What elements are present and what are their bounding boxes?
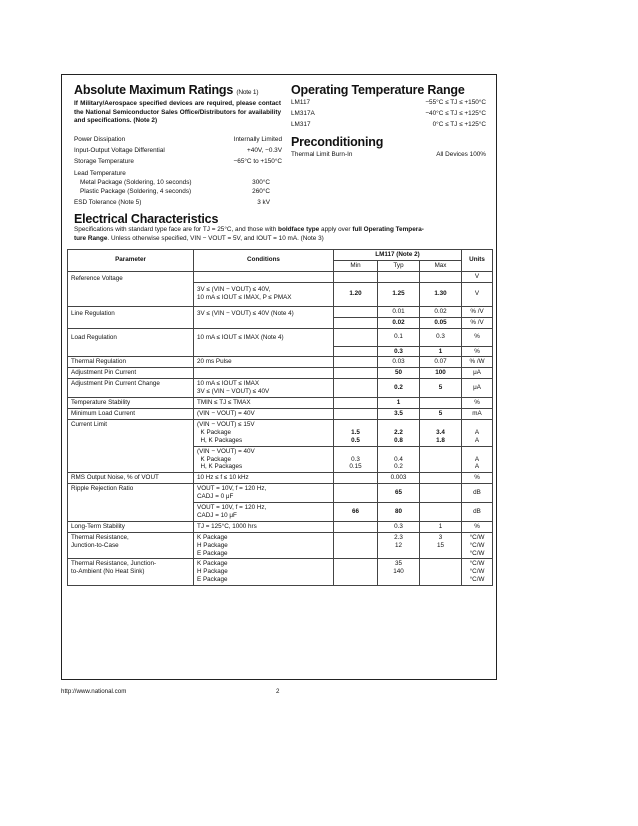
thermal-max: 0.07	[420, 357, 462, 368]
param-current-limit: Current Limit	[68, 419, 194, 472]
param-rms-noise: RMS Output Noise, % of VOUT	[68, 473, 194, 484]
lead-label: Lead Temperature	[74, 170, 126, 177]
cl1-max: 3.4 1.8	[420, 419, 462, 446]
thc-packages: K Package H Package E Package	[194, 532, 334, 559]
load-max-1: 0.3	[420, 328, 462, 346]
power-value: Internally Limited	[233, 136, 282, 143]
param-thermal-ambient: Thermal Resistance, Junction- to-Ambient (No Heat Sink)	[68, 559, 194, 586]
op-temp-range: −55°C ≤ TJ ≤ +150°C	[425, 99, 486, 106]
table-row	[68, 473, 493, 484]
cl2-unit: A A	[462, 446, 493, 473]
rv-unit-1: V	[462, 271, 493, 282]
line-max-1: 0.02	[420, 306, 462, 317]
load-conditions: 10 mA ≤ IOUT ≤ IMAX (Note 4)	[194, 328, 334, 357]
param-thermal-regulation: Thermal Regulation	[68, 357, 194, 368]
header-group: LM117 (Note 2)	[334, 250, 462, 261]
military-warning: If Military/Aerospace specified devices are required, please contact the National Semiconductor Sales Office/Distributors for availability and specifications. (Note 2)	[74, 100, 281, 125]
min-load-conditions: (VIN − VOUT) = 40V	[194, 408, 334, 419]
header-max: Max	[420, 260, 462, 271]
rip-conditions-1: VOUT = 10V, f = 120 Hz, CADJ = 0 μF	[194, 484, 334, 503]
param-ripple-rejection: Ripple Rejection Ratio	[68, 484, 194, 522]
storage-value: −65°C to +150°C	[233, 158, 282, 165]
elec-heading: Electrical Characteristics	[74, 212, 219, 226]
esd-label: ESD Tolerance (Note 5)	[74, 199, 142, 206]
rms-typ: 0.003	[378, 473, 420, 484]
op-temp-part: LM117	[291, 99, 311, 106]
footer-url[interactable]: http://www.national.com	[61, 688, 127, 695]
rms-conditions: 10 Hz ≤ f ≤ 10 kHz	[194, 473, 334, 484]
table-row	[68, 408, 493, 419]
rip-typ-1: 65	[378, 484, 420, 503]
header-min: Min	[334, 260, 378, 271]
rms-unit: %	[462, 473, 493, 484]
thermal-typ: 0.03	[378, 357, 420, 368]
load-typ-1: 0.1	[378, 328, 420, 346]
line-typ-2: 0.02	[378, 317, 420, 328]
min-load-unit: mA	[462, 408, 493, 419]
table-row	[68, 532, 493, 559]
elec-description: Specifications with standard type face are for TJ = 25°C, and those with boldface type apply over full Operating Tempera- ture Range. Unless otherwise specified, VIN − VOUT = 5V, and IOUT = 10 mA. (Note 3)	[74, 226, 424, 242]
table-row	[68, 357, 493, 368]
temp-conditions: TMIN ≤ TJ ≤ TMAX	[194, 398, 334, 409]
tha-unit: °C/W °C/W °C/W	[462, 559, 493, 586]
table-row	[68, 398, 493, 409]
table-row	[68, 484, 493, 503]
rv-typ: 1.25	[378, 282, 420, 306]
op-temp-heading: Operating Temperature Range	[291, 83, 465, 97]
table-row	[68, 368, 493, 379]
electrical-characteristics-table	[67, 249, 493, 586]
rip-unit-1: dB	[462, 484, 493, 503]
temp-unit: %	[462, 398, 493, 409]
thc-typ: 2.3 12	[378, 532, 420, 559]
header-parameter: Parameter	[68, 250, 194, 272]
line-max-2: 0.05	[420, 317, 462, 328]
rip-unit-2: dB	[462, 503, 493, 522]
esd-value: 3 kV	[257, 199, 270, 206]
rv-unit: V	[462, 282, 493, 306]
header-typ: Typ	[378, 260, 420, 271]
plastic-label: Plastic Package (Soldering, 4 seconds)	[80, 188, 192, 195]
load-max-2: 1	[420, 346, 462, 357]
precond-value: All Devices 100%	[436, 151, 486, 158]
line-typ-1: 0.01	[378, 306, 420, 317]
op-temp-part: LM317A	[291, 110, 315, 117]
min-load-max: 5	[420, 408, 462, 419]
header-conditions: Conditions	[194, 250, 334, 272]
cl1-unit: A A	[462, 419, 493, 446]
op-temp-part: LM317	[291, 121, 311, 128]
table-row	[68, 521, 493, 532]
min-load-typ: 3.5	[378, 408, 420, 419]
table-row	[68, 271, 493, 282]
param-adj-current: Adjustment Pin Current	[68, 368, 194, 379]
param-adj-change: Adjustment Pin Current Change	[68, 379, 194, 398]
abs-max-heading: Absolute Maximum Ratings (Note 1)	[74, 83, 259, 97]
power-label: Power Dissipation	[74, 136, 126, 143]
lt-max: 1	[420, 521, 462, 532]
cl2-typ: 0.4 0.2	[378, 446, 420, 473]
adj-unit: μA	[462, 368, 493, 379]
cl1-typ: 2.2 0.8	[378, 419, 420, 446]
rv-max: 1.30	[420, 282, 462, 306]
precond-label: Thermal Limit Burn-In	[291, 151, 353, 158]
param-reference-voltage: Reference Voltage	[68, 271, 194, 306]
metal-label: Metal Package (Soldering, 10 seconds)	[80, 179, 192, 186]
table-row	[68, 328, 493, 346]
cl-conditions-1: (VIN − VOUT) ≤ 15V K Package H, K Packages	[194, 419, 334, 446]
rip-typ-2: 80	[378, 503, 420, 522]
cl2-min: 0.3 0.15	[334, 446, 378, 473]
load-unit-2: %	[462, 346, 493, 357]
load-typ-2: 0.3	[378, 346, 420, 357]
iov-value: +40V, −0.3V	[247, 147, 282, 154]
thermal-unit: % /W	[462, 357, 493, 368]
table-row	[68, 559, 493, 586]
rip-min-2: 66	[334, 503, 378, 522]
line-unit-1: % /V	[462, 306, 493, 317]
op-temp-range: 0°C ≤ TJ ≤ +125°C	[432, 121, 486, 128]
table-row	[68, 419, 493, 446]
lt-conditions: TJ = 125°C, 1000 hrs	[194, 521, 334, 532]
rv-conditions: 3V ≤ (VIN − VOUT) ≤ 40V, 10 mA ≤ IOUT ≤ IMAX, P ≤ PMAX	[194, 282, 334, 306]
adj-max: 100	[420, 368, 462, 379]
precond-heading: Preconditioning	[291, 135, 384, 149]
lt-unit: %	[462, 521, 493, 532]
table-header-row	[68, 250, 493, 261]
param-long-term: Long-Term Stability	[68, 521, 194, 532]
tha-packages: K Package H Package E Package	[194, 559, 334, 586]
param-load-regulation: Load Regulation	[68, 328, 194, 357]
param-temp-stability: Temperature Stability	[68, 398, 194, 409]
adj-typ: 50	[378, 368, 420, 379]
line-unit-2: % /V	[462, 317, 493, 328]
rip-conditions-2: VOUT = 10V, f = 120 Hz, CADJ = 10 μF	[194, 503, 334, 522]
tha-typ: 35 140	[378, 559, 420, 586]
lt-typ: 0.3	[378, 521, 420, 532]
param-line-regulation: Line Regulation	[68, 306, 194, 328]
thc-max: 3 15	[420, 532, 462, 559]
thermal-conditions: 20 ms Pulse	[194, 357, 334, 368]
footer-page-number: 2	[276, 688, 280, 695]
cl1-min: 1.5 0.5	[334, 419, 378, 446]
adjc-max: 5	[420, 379, 462, 398]
metal-value: 300°C	[252, 179, 270, 186]
param-thermal-case: Thermal Resistance, Junction-to-Case	[68, 532, 194, 559]
adjc-conditions: 10 mA ≤ IOUT ≤ IMAX 3V ≤ (VIN − VOUT) ≤ 40V	[194, 379, 334, 398]
header-units: Units	[462, 250, 493, 272]
iov-label: Input-Output Voltage Differential	[74, 147, 165, 154]
adjc-unit: μA	[462, 379, 493, 398]
op-temp-range: −40°C ≤ TJ ≤ +125°C	[425, 110, 486, 117]
temp-typ: 1	[378, 398, 420, 409]
table-row	[68, 379, 493, 398]
table-row	[68, 306, 493, 317]
plastic-value: 260°C	[252, 188, 270, 195]
adjc-typ: 0.2	[378, 379, 420, 398]
line-conditions: 3V ≤ (VIN − VOUT) ≤ 40V (Note 4)	[194, 306, 334, 328]
thc-unit: °C/W °C/W °C/W	[462, 532, 493, 559]
param-min-load: Minimum Load Current	[68, 408, 194, 419]
storage-label: Storage Temperature	[74, 158, 134, 165]
load-unit-1: %	[462, 328, 493, 346]
rv-min: 1.20	[334, 282, 378, 306]
cl-conditions-2: (VIN − VOUT) = 40V K Package H, K Packages	[194, 446, 334, 473]
